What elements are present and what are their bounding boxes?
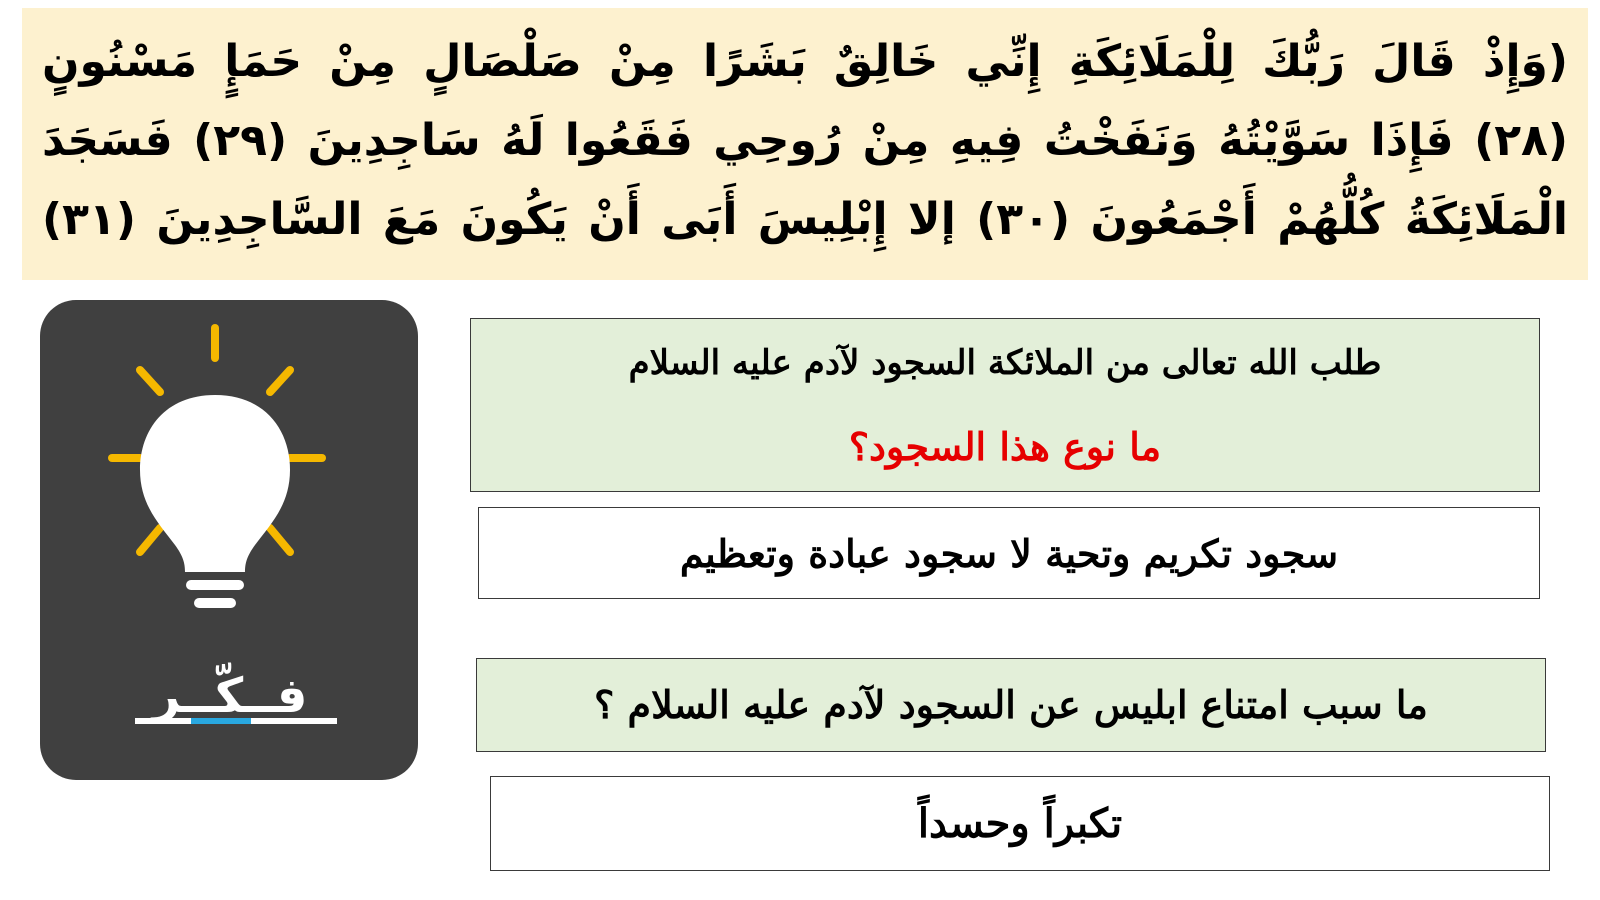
bulb-base-line-2	[194, 598, 236, 608]
answer-1-text: سجود تكريم وتحية لا سجود عبادة وتعظيم	[679, 531, 1339, 576]
answer-box-1	[478, 507, 1540, 599]
verse-box	[22, 8, 1588, 280]
verse-line-3: الْمَلَائِكَةُ كُلُّهُمْ أَجْمَعُونَ (٣٠) إلا إِبْلِيسَ أَبَى أَنْ يَكُونَ مَعَ السَّاجِدِينَ (٣١)	[42, 194, 1569, 245]
question-box-1	[470, 318, 1540, 492]
verse-line-2: (٢٨) فَإِذَا سَوَّيْتُهُ وَنَفَخْتُ فِيهِ مِنْ رُوحِي فَقَعُوا لَهُ سَاجِدِينَ (٢٩) فَسَجَدَ	[42, 115, 1569, 166]
question-1-line-1: طلب الله تعالى من الملائكة السجود لآدم عليه السلام	[628, 343, 1382, 383]
question-1-line-2: ما نوع هذا السجود؟	[848, 424, 1162, 469]
lightbulb-icon	[40, 300, 418, 780]
question-box-2	[476, 658, 1546, 752]
verse-line-1: (وَإِذْ قَالَ رَبُّكَ لِلْمَلَائِكَةِ إِنِّي خَالِقٌ بَشَرًا مِنْ صَلْصَالٍ مِنْ حَمَإٍ مَسْنُونٍ	[42, 36, 1568, 87]
think-label: فــكّــر	[152, 668, 308, 724]
think-icon-card	[40, 300, 418, 780]
answer-box-2	[490, 776, 1550, 871]
bulb-base-line-1	[186, 580, 244, 590]
bulb-shape	[140, 395, 290, 572]
answer-2-text: تكبراً وحسداً	[917, 800, 1123, 847]
question-2-text: ما سبب امتناع ابليس عن السجود لآدم عليه السلام ؟	[594, 682, 1428, 727]
